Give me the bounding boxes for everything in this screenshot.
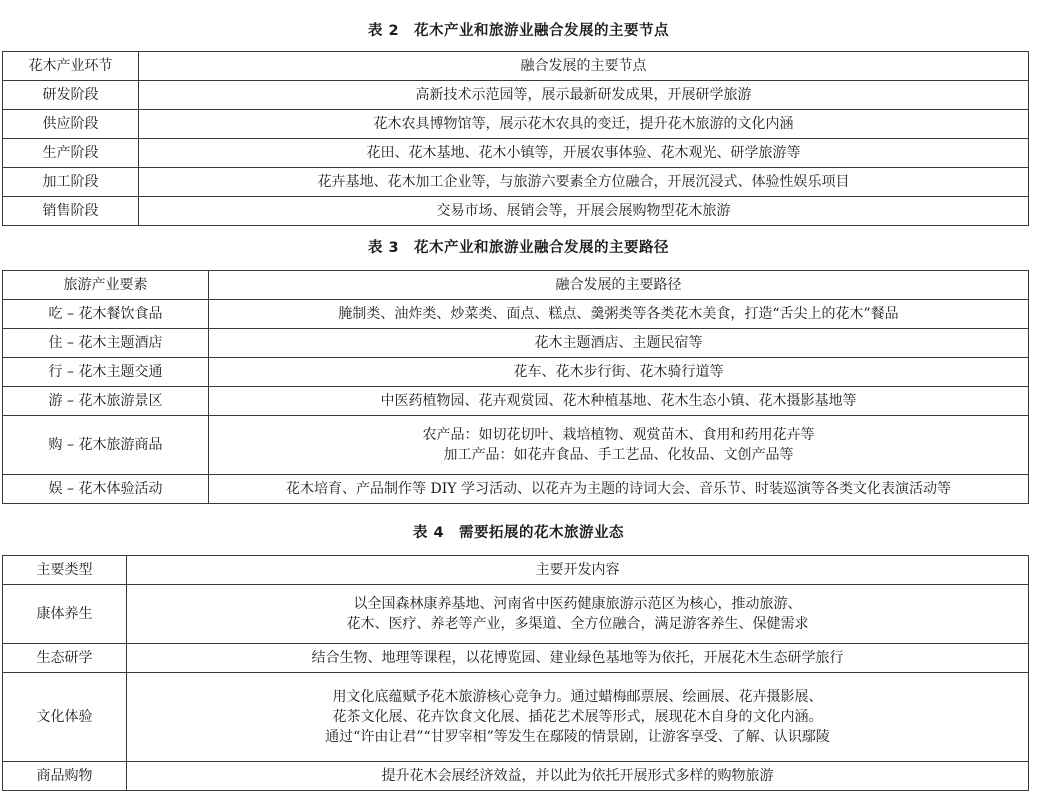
table-row	[3, 762, 1029, 791]
table-row	[3, 358, 1029, 387]
type-cell: 康体养生	[3, 585, 127, 644]
table-row	[3, 300, 1029, 329]
header-cell: 主要类型	[3, 556, 127, 585]
table3	[2, 270, 1029, 504]
header-cell: 花木产业环节	[3, 52, 139, 81]
header-cell: 融合发展的主要路径	[209, 271, 1029, 300]
path-line: 加工产品：如花卉食品、手工艺品、化妆品、文创产品等	[443, 447, 794, 463]
element-cell: 娱 – 花木体验活动	[3, 475, 209, 504]
table-header-row	[3, 556, 1029, 585]
table3-caption: 表 3 花木产业和旅游业融合发展的主要路径	[367, 240, 670, 256]
path-cell	[209, 387, 1029, 416]
stage-cell: 供应阶段	[3, 110, 139, 139]
path-line: 农产品：如切花切叶、栽培植物、观赏苗木、食用和药用花卉等	[422, 427, 815, 443]
table-row	[3, 673, 1029, 762]
table-row	[3, 197, 1029, 226]
table-row	[3, 644, 1029, 673]
path-line: 花木主题酒店、主题民宿等	[534, 335, 703, 351]
node-cell: 花木农具博物馆等，展示花木农具的变迁，提升花木旅游的文化内涵	[139, 110, 1029, 139]
element-cell: 吃 – 花木餐饮食品	[3, 300, 209, 329]
path-line: 花车、花木步行街、花木骑行道等	[513, 364, 724, 380]
stage-cell: 生产阶段	[3, 139, 139, 168]
element-cell: 购 – 花木旅游商品	[3, 416, 209, 475]
content-cell	[127, 673, 1029, 762]
content-cell	[127, 585, 1029, 644]
table-row	[3, 81, 1029, 110]
path-cell	[209, 416, 1029, 475]
stage-cell: 加工阶段	[3, 168, 139, 197]
table4	[2, 555, 1029, 791]
content-line: 花茶文化展、花卉饮食文化展、插花艺术展等形式，展现花木自身的文化内涵。	[332, 709, 823, 725]
content-line: 用文化底蕴赋予花木旅游核心竞争力。通过蜡梅邮票展、绘画展、花卉摄影展、	[332, 689, 823, 705]
path-line: 中医药植物园、花卉观赏园、花木种植基地、花木生态小镇、花木摄影基地等	[380, 393, 857, 409]
table-row	[3, 110, 1029, 139]
table2	[2, 51, 1029, 226]
header-cell: 旅游产业要素	[3, 271, 209, 300]
path-line: 花木培育、产品制作等 DIY 学习活动、以花卉为主题的诗词大会、音乐节、时装巡演等各类文化表演活动等	[286, 481, 951, 497]
path-cell	[209, 329, 1029, 358]
type-cell: 商品购物	[3, 762, 127, 791]
path-cell	[209, 358, 1029, 387]
node-cell: 高新技术示范园等，展示最新研发成果，开展研学旅游	[139, 81, 1029, 110]
header-cell: 主要开发内容	[127, 556, 1029, 585]
stage-cell: 研发阶段	[3, 81, 139, 110]
content-line: 结合生物、地理等课程，以花博览园、建业绿色基地等为依托，开展花木生态研学旅行	[311, 650, 844, 666]
element-cell: 住 – 花木主题酒店	[3, 329, 209, 358]
table-row	[3, 329, 1029, 358]
path-cell	[209, 475, 1029, 504]
type-cell: 文化体验	[3, 673, 127, 762]
content-line: 花木、医疗、养老等产业，多渠道、全方位融合，满足游客养生、保健需求	[346, 616, 809, 632]
type-cell: 生态研学	[3, 644, 127, 673]
table-row	[3, 416, 1029, 475]
table-row	[3, 585, 1029, 644]
header-cell: 融合发展的主要节点	[139, 52, 1029, 81]
table-row	[3, 387, 1029, 416]
path-line: 腌制类、油炸类、炒菜类、面点、糕点、羹粥类等各类花木美食，打造“舌尖上的花木”餐品	[338, 306, 899, 322]
element-cell: 行 – 花木主题交通	[3, 358, 209, 387]
node-cell: 花田、花木基地、花木小镇等，开展农事体验、花木观光、研学旅游等	[139, 139, 1029, 168]
table4-caption: 表 4 需要拓展的花木旅游业态	[412, 525, 625, 541]
content-cell	[127, 762, 1029, 791]
table-row	[3, 168, 1029, 197]
content-cell	[127, 644, 1029, 673]
table2-caption: 表 2 花木产业和旅游业融合发展的主要节点	[367, 23, 670, 39]
content-line: 提升花木会展经济效益，并以此为依托开展形式多样的购物旅游	[381, 768, 774, 784]
node-cell: 花卉基地、花木加工企业等，与旅游六要素全方位融合，开展沉浸式、体验性娱乐项目	[139, 168, 1029, 197]
node-cell: 交易市场、展销会等，开展会展购物型花木旅游	[139, 197, 1029, 226]
content-line: 以全国森林康养基地、河南省中医药健康旅游示范区为核心，推动旅游、	[353, 596, 802, 612]
table-row	[3, 475, 1029, 504]
stage-cell: 销售阶段	[3, 197, 139, 226]
content-line: 通过“许由让君”“甘罗宰相”等发生在鄢陵的情景剧，让游客享受、了解、认识鄢陵	[325, 729, 830, 745]
element-cell: 游 – 花木旅游景区	[3, 387, 209, 416]
table-header-row	[3, 271, 1029, 300]
table-row	[3, 139, 1029, 168]
table-header-row	[3, 52, 1029, 81]
path-cell	[209, 300, 1029, 329]
